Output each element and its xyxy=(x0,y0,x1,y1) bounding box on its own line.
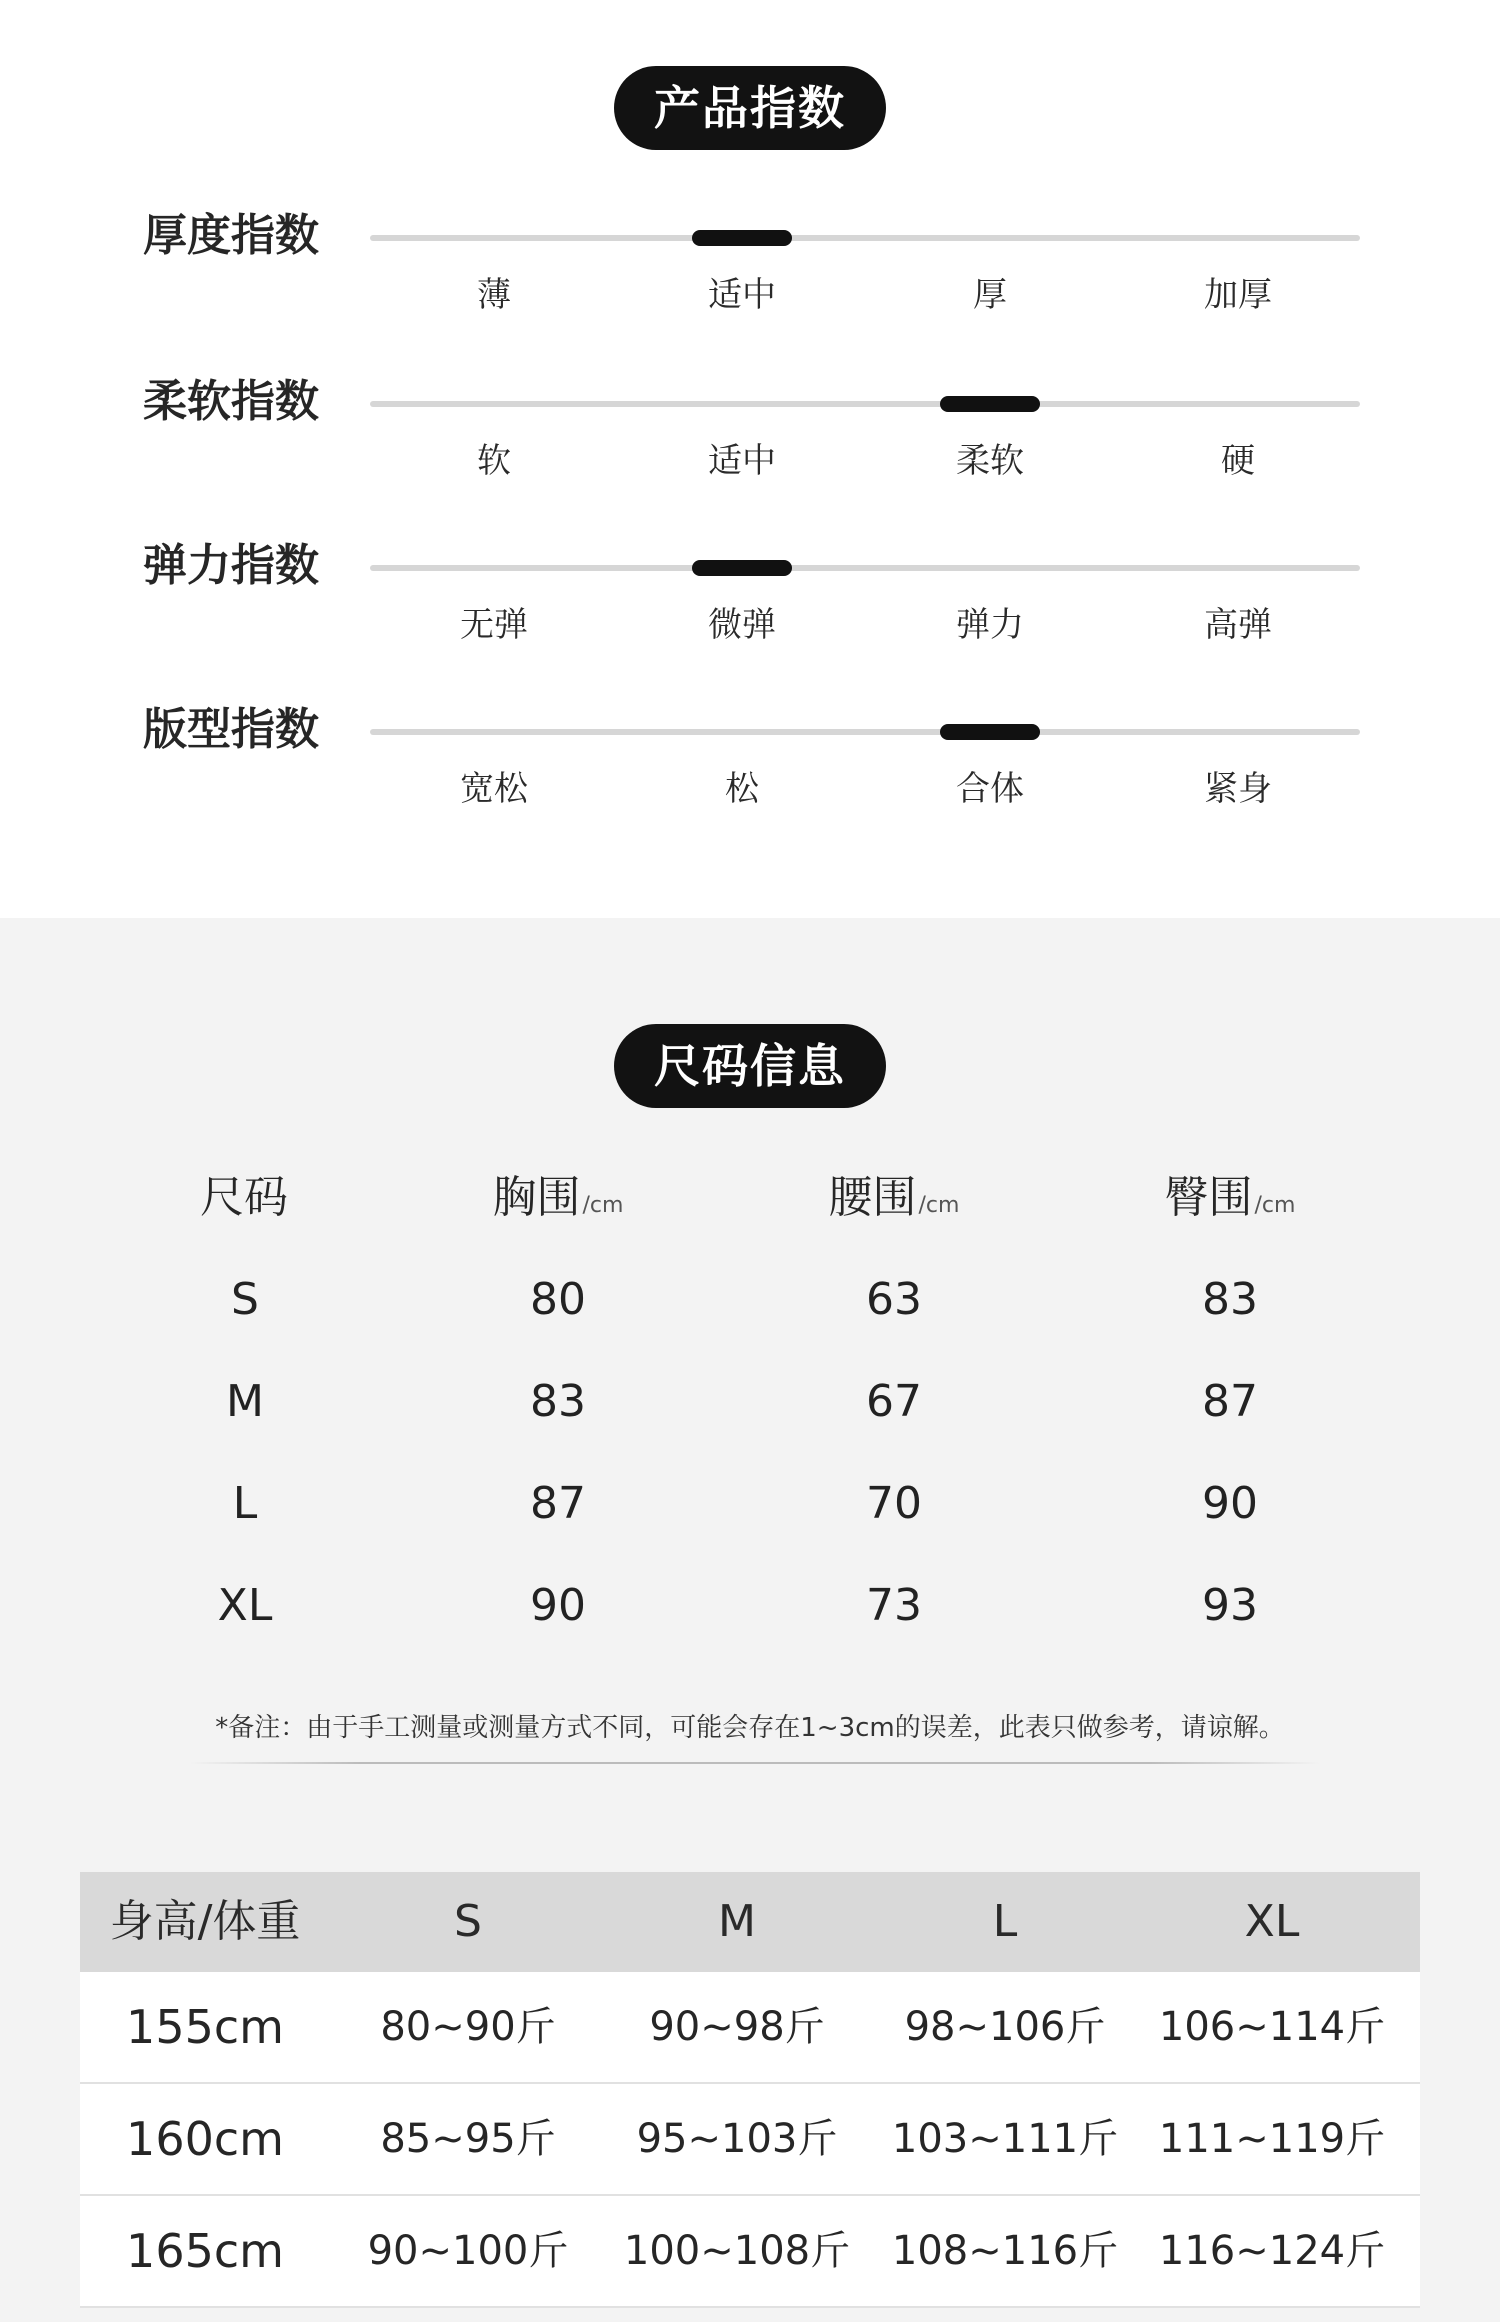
table-row xyxy=(80,1972,1420,2084)
index-label: 版型指数 xyxy=(143,704,319,755)
size-header-unit: /cm xyxy=(582,1193,624,1218)
index-marker xyxy=(692,230,792,246)
table-cell: 90~98斤 xyxy=(649,2004,825,2050)
index-option: 软 xyxy=(477,441,511,481)
measurement-note: *备注：由于手工测量或测量方式不同，可能会存在1~3cm的误差，此表只做参考，请谅解。 xyxy=(215,1713,1285,1743)
size-row xyxy=(0,1469,1500,1539)
size-row xyxy=(0,1265,1500,1335)
size-cell: 83 xyxy=(1202,1274,1258,1325)
table-header-cell: S xyxy=(454,1896,482,1947)
size-table-header xyxy=(0,1163,1500,1233)
table-header-cell: 身高/体重 xyxy=(109,1896,301,1947)
index-row-elasticity xyxy=(0,536,1500,676)
size-header-name: 臀围 xyxy=(1164,1172,1253,1223)
index-track xyxy=(370,235,1360,241)
index-option: 薄 xyxy=(477,275,511,315)
table-row xyxy=(80,2084,1420,2196)
index-option: 厚 xyxy=(973,275,1007,315)
index-option: 高弹 xyxy=(1204,605,1272,645)
index-option: 适中 xyxy=(708,275,776,315)
size-header-cell xyxy=(744,1163,1044,1241)
index-option: 合体 xyxy=(956,769,1024,809)
size-header-unit: /cm xyxy=(1254,1193,1296,1218)
table-cell: 160cm xyxy=(126,2112,284,2166)
size-cell: 73 xyxy=(866,1580,922,1631)
size-row xyxy=(0,1367,1500,1437)
note-divider xyxy=(190,1762,1320,1764)
index-option: 硬 xyxy=(1221,441,1255,481)
size-header-cell xyxy=(95,1163,395,1241)
size-cell: 90 xyxy=(530,1580,586,1631)
size-cell: 63 xyxy=(866,1274,922,1325)
size-cell: 70 xyxy=(866,1478,922,1529)
size-header-name: 尺码 xyxy=(200,1172,288,1223)
size-header-cell xyxy=(408,1163,708,1241)
index-option: 加厚 xyxy=(1204,275,1272,315)
table-cell: 95~103斤 xyxy=(636,2116,838,2162)
size-info-section xyxy=(0,918,1500,2322)
index-marker xyxy=(692,560,792,576)
index-label: 弹力指数 xyxy=(143,540,319,591)
table-header-cell: M xyxy=(718,1896,756,1947)
index-row-thickness xyxy=(0,206,1500,346)
index-option: 柔软 xyxy=(956,441,1024,481)
table-cell: 116~124斤 xyxy=(1158,2228,1386,2274)
index-option: 紧身 xyxy=(1204,769,1272,809)
table-row xyxy=(80,2196,1420,2308)
index-option: 弹力 xyxy=(956,605,1024,645)
size-header-name: 腰围 xyxy=(828,1172,917,1223)
index-marker xyxy=(940,396,1040,412)
index-label: 柔软指数 xyxy=(143,376,319,427)
size-cell: 80 xyxy=(530,1274,586,1325)
size-cell: 87 xyxy=(1202,1376,1258,1427)
table-cell: 98~106斤 xyxy=(904,2004,1106,2050)
size-header-cell xyxy=(1080,1163,1380,1241)
index-row-fit xyxy=(0,700,1500,840)
size-cell: M xyxy=(226,1376,264,1427)
index-option: 宽松 xyxy=(460,769,528,809)
size-cell: 90 xyxy=(1202,1478,1258,1529)
table-cell: 106~114斤 xyxy=(1158,2004,1386,2050)
index-label: 厚度指数 xyxy=(143,210,319,261)
size-row xyxy=(0,1571,1500,1641)
index-option: 松 xyxy=(725,769,759,809)
product-index-title: 产品指数 xyxy=(614,66,886,150)
table-cell: 80~90斤 xyxy=(380,2004,556,2050)
index-track xyxy=(370,729,1360,735)
index-track xyxy=(370,565,1360,571)
table-cell: 100~108斤 xyxy=(623,2228,851,2274)
index-marker xyxy=(940,724,1040,740)
table-cell: 90~100斤 xyxy=(367,2228,569,2274)
size-header-name: 胸围 xyxy=(492,1172,581,1223)
index-track xyxy=(370,401,1360,407)
size-cell: 83 xyxy=(530,1376,586,1427)
table-cell: 111~119斤 xyxy=(1158,2116,1386,2162)
table-cell: 165cm xyxy=(126,2224,284,2278)
size-cell: 87 xyxy=(530,1478,586,1529)
index-option: 适中 xyxy=(708,441,776,481)
size-cell: 93 xyxy=(1202,1580,1258,1631)
table-cell: 103~111斤 xyxy=(891,2116,1119,2162)
size-cell: XL xyxy=(217,1580,273,1631)
table-cell: 155cm xyxy=(126,2000,284,2054)
height-weight-table xyxy=(80,1872,1420,2308)
index-option: 微弹 xyxy=(708,605,776,645)
table-header-cell: XL xyxy=(1244,1896,1300,1947)
table-cell: 108~116斤 xyxy=(891,2228,1119,2274)
size-header-unit: /cm xyxy=(918,1193,960,1218)
table-cell: 85~95斤 xyxy=(380,2116,556,2162)
index-row-softness xyxy=(0,372,1500,512)
size-cell: 67 xyxy=(866,1376,922,1427)
product-index-section xyxy=(0,0,1500,918)
size-cell: L xyxy=(232,1478,258,1529)
size-info-title: 尺码信息 xyxy=(614,1024,886,1108)
table-header-cell: L xyxy=(992,1896,1018,1947)
index-option: 无弹 xyxy=(460,605,528,645)
size-cell: S xyxy=(231,1274,259,1325)
table-header-row xyxy=(80,1872,1420,1972)
